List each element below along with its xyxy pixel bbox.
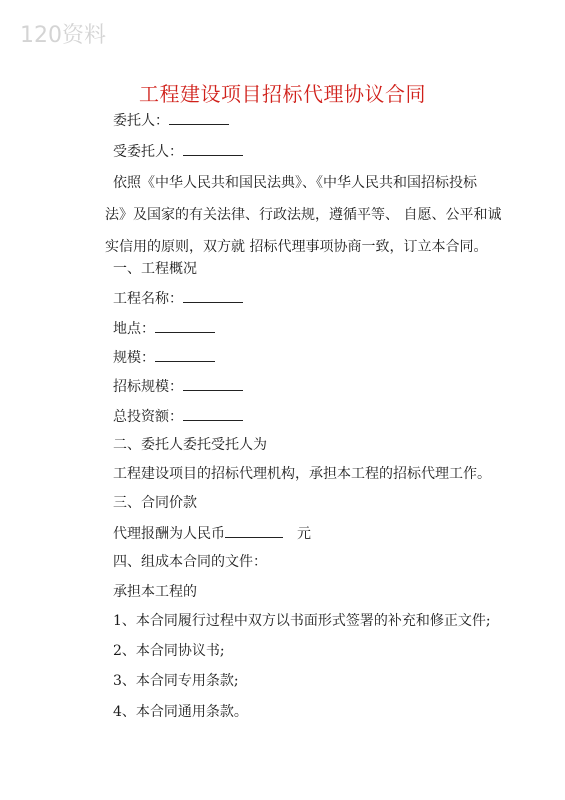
location-blank: [155, 318, 215, 333]
bid-scale-blank: [183, 376, 243, 391]
fee-blank: [225, 523, 283, 538]
agent-label: 受委托人：: [113, 144, 183, 160]
intro-line-2: 法》及国家的有关法律、行政法规，遵循平等、 自愿、公平和诚: [105, 207, 502, 223]
location-label: 地点：: [113, 321, 155, 337]
document-item-2: 2、本合同协议书;: [113, 643, 225, 659]
bid-scale-label: 招标规模：: [113, 379, 183, 395]
intro-line-1: 依照《中华人民共和国民法典》、《中华人民共和国招标投标: [113, 175, 477, 191]
document-item-3: 3、本合同专用条款;: [113, 673, 239, 689]
investment-label: 总投资额：: [113, 409, 183, 425]
project-name-line: [113, 288, 243, 309]
scale-line: [113, 347, 215, 368]
agent-line: [113, 141, 243, 162]
fee-label: 代理报酬为人民币: [113, 526, 225, 542]
client-blank: [169, 110, 229, 125]
bid-scale-line: [113, 376, 243, 397]
document-item-1: 1、本合同履行过程中双方以书面形式签署的补充和修正文件;: [113, 613, 491, 629]
project-name-blank: [183, 288, 243, 303]
client-label: 委托人：: [113, 113, 169, 129]
investment-line: [113, 406, 243, 427]
section2-body: 工程建设项目的招标代理机构，承担本工程的招标代理工作。: [113, 466, 491, 482]
scale-label: 规模：: [113, 350, 155, 366]
fee-line: [113, 523, 311, 544]
section2-heading: 二、委托人委托受托人为: [113, 437, 267, 453]
watermark-logo: 120资料: [20, 23, 106, 48]
agent-blank: [183, 141, 243, 156]
scale-blank: [155, 347, 215, 362]
section3-heading: 三、合同价款: [113, 495, 197, 511]
fee-unit: 元: [297, 526, 311, 542]
investment-blank: [183, 406, 243, 421]
section4-lead: 承担本工程的: [113, 584, 197, 600]
section4-heading: 四、组成本合同的文件：: [113, 554, 267, 570]
location-line: [113, 318, 215, 339]
intro-line-3: 实信用的原则，双方就 招标代理事项协商一致，订立本合同。: [105, 239, 488, 255]
section1-heading: 一、工程概况: [113, 261, 197, 277]
intro-paragraph: [105, 167, 502, 263]
document-item-4: 4、本合同通用条款。: [113, 704, 248, 720]
project-name-label: 工程名称：: [113, 291, 183, 307]
client-line: [113, 110, 229, 131]
document-title: 工程建设项目招标代理协议合同: [139, 82, 426, 106]
